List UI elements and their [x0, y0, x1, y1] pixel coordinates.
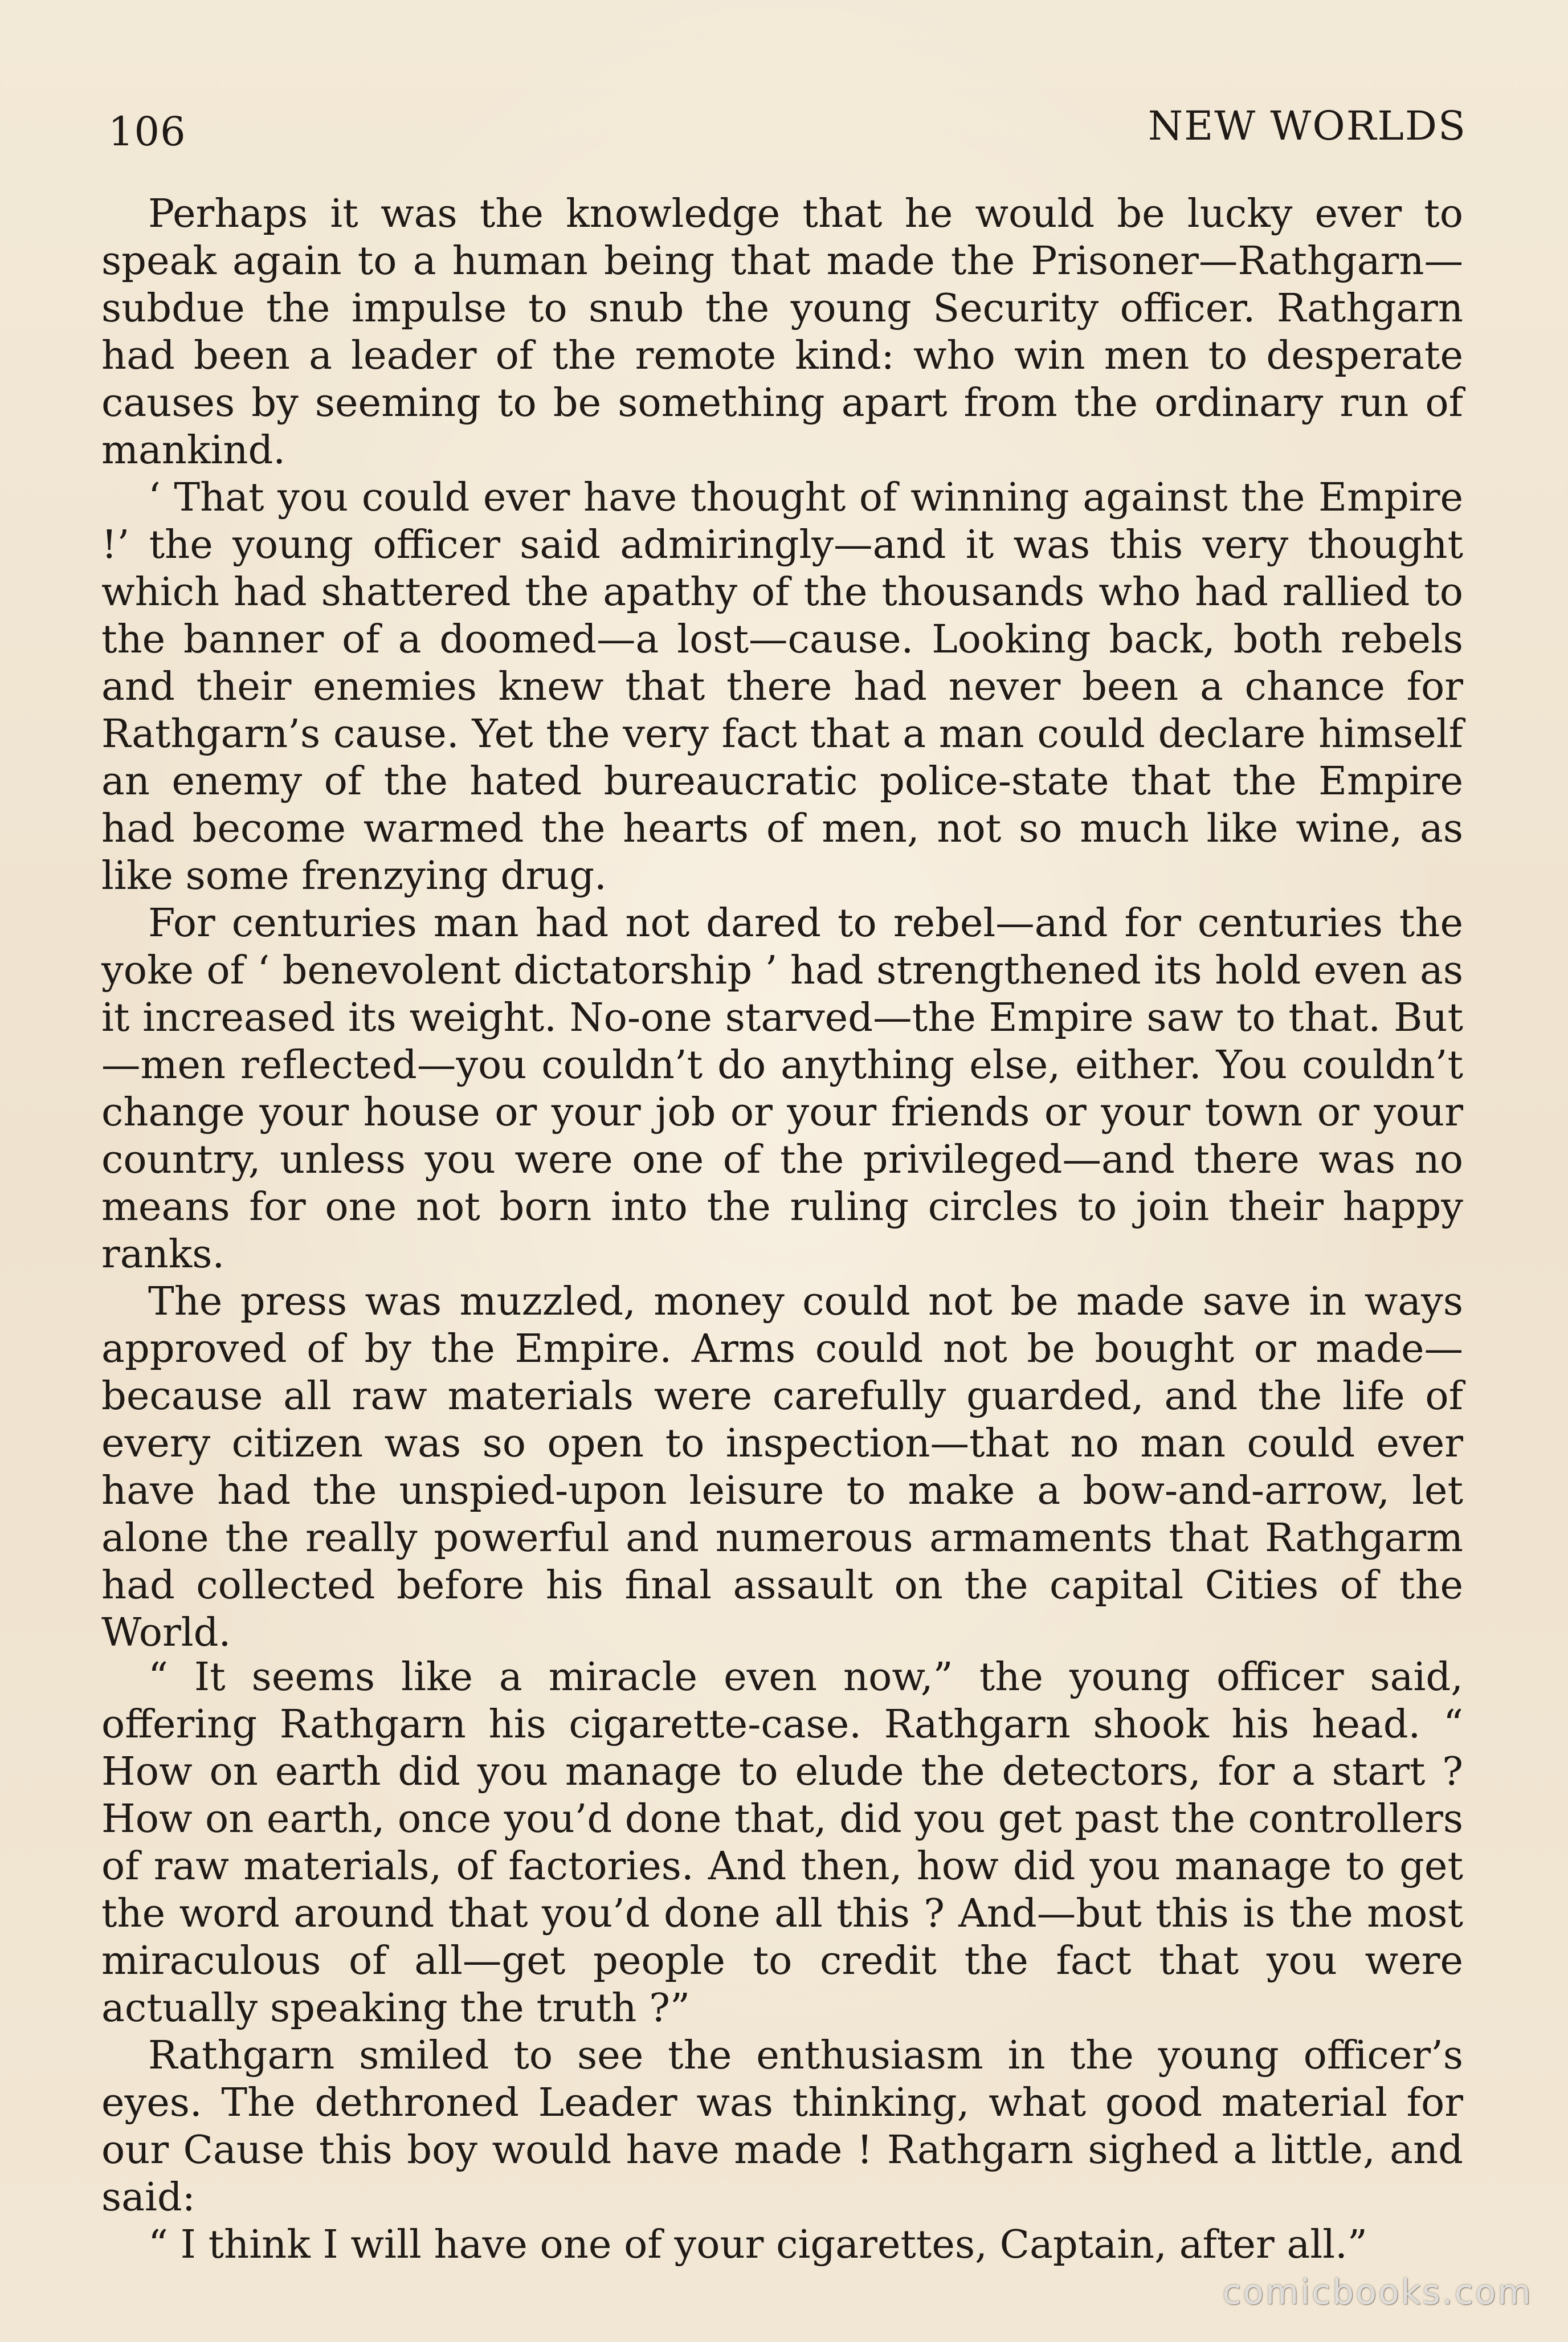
paragraph: The press was muzzled, money could not be made save in ways approved of by the Empire. Arms could not be bought or made—because all raw materials were carefully guarded, and the life of every citizen was so open to inspection—that no man could ever have had the unspied-upon leisure to make a bow-and-arrow, let alone the really powerful and numerous armaments that Rathgarm had collected before his final assault on the capital Cities of the World.: [101, 1279, 1463, 1655]
story-section-one: [101, 190, 1463, 1656]
watermark: comicbooks.com: [1222, 2272, 1533, 2312]
paragraph: Perhaps it was the knowledge that he would be lucky ever to speak again to a human being that made the Prisoner—Rathgarn—subdue the impulse to snub the young Security officer. Rathgarn had been a leader of the remote kind: who win men to desperate causes by seeming to be something apart from the ordinary run of mankind.: [101, 191, 1463, 473]
paragraph: “ It seems like a miracle even now,” the young officer said, offering Rathgarn his cigarette-case. Rathgarn shook his head. “ How on earth did you manage to elude the detectors, for a start ? How on earth, once you’d done that, did you get past the controllers of raw materials, of factories. And then, how did you manage to get the word around that you’d done all this ? And—but this is the most miraculous of all—get people to credit the fact that you were actually speaking the truth ?”: [101, 1654, 1463, 2031]
paragraph: ‘ That you could ever have thought of winning against the Empire !’ the young officer said admiringly—and it was this very thought which had shattered the apathy of the thousands who had rallied to the banner of a doomed—a lost—cause. Looking back, both rebels and their enemies knew that there had never been a chance for Rathgarn’s cause. Yet the very fact that a man could declare himself an enemy of the hated bureaucratic police-state that the Empire had become warmed the hearts of men, not so much like wine, as like some frenzying drug.: [101, 475, 1463, 899]
paragraph: “ I think I will have one of your cigarettes, Captain, after all.”: [148, 2222, 1367, 2267]
paragraph: Rathgarn smiled to see the enthusiasm in the young officer’s eyes. The dethroned Leader was thinking, what good material for our Cause this boy would have made ! Rathgarn sighed a little, and said:: [101, 2033, 1463, 2220]
paragraph: For centuries man had not dared to rebel—and for centuries the yoke of ‘ benevolent dictatorship ’ had strengthened its hold even as it increased its weight. No-one starved—the Empire saw to that. But—men reflected—you couldn’t do anything else, either. You couldn’t change your house or your job or your friends or your town or your country, unless you were one of the privileged—and there was no means for one not born into the ruling circles to join their happy ranks.: [101, 900, 1463, 1277]
page-number: 106: [108, 108, 186, 155]
story-section-two: [101, 1654, 1463, 2268]
page-header: [0, 103, 1568, 154]
running-head: NEW WORLDS: [1148, 103, 1467, 149]
